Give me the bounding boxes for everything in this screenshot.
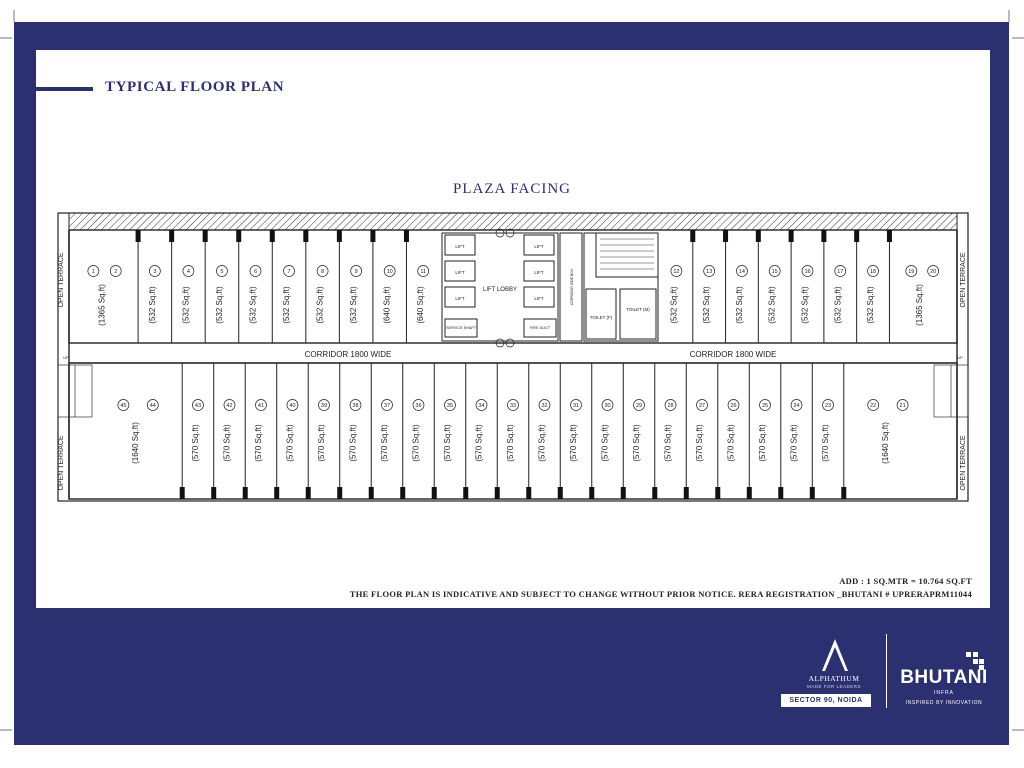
unit-area-label: (570 Sq.ft) <box>569 424 579 462</box>
unit-number: 8 <box>321 269 325 275</box>
column-pillar <box>274 487 279 499</box>
lift-label: LIFT <box>455 244 465 249</box>
title-accent-bar <box>36 87 93 91</box>
column-pillar <box>180 487 185 499</box>
open-terrace-bottom-right: OPEN TERRACE <box>960 435 967 491</box>
service-shaft-label: SERVICE SHAFT <box>445 326 477 330</box>
unit-number: 36 <box>415 403 422 409</box>
plaza-hatch-band <box>69 213 957 230</box>
column-pillar <box>337 230 342 242</box>
unit-number: 31 <box>572 403 580 409</box>
unit-number: 34 <box>478 403 485 409</box>
unit-area-label: (570 Sq.ft) <box>726 424 736 462</box>
column-pillar <box>690 230 695 242</box>
unit-area-label: (532 Sq.ft) <box>248 286 258 324</box>
unit-area-label: (570 Sq.ft) <box>663 424 673 462</box>
unit-area-label: (532 Sq.ft) <box>315 286 325 324</box>
unit-number: 7 <box>287 269 291 275</box>
unit-number: 33 <box>509 403 517 409</box>
unit-area-label: (532 Sq.ft) <box>866 286 876 324</box>
unit-area-label: (1640 Sq.ft) <box>131 422 141 464</box>
unit-number: 24 <box>793 403 800 409</box>
unit-number: 29 <box>635 403 643 409</box>
unit-number: 16 <box>804 269 811 275</box>
plaza-facing-label: PLAZA FACING <box>453 181 571 197</box>
company-tagline: INSPIRED BY INNOVATION <box>905 700 983 706</box>
unit-number: 5 <box>220 269 224 275</box>
unit-number: 38 <box>352 403 359 409</box>
lift-label: LIFT <box>534 296 544 301</box>
unit-area-label: (532 Sq.ft) <box>669 286 679 324</box>
unit-number: 41 <box>257 403 265 409</box>
floor-plan <box>48 205 980 505</box>
open-terrace-bottom-left: OPEN TERRACE <box>58 435 65 491</box>
unit-number: 21 <box>899 403 906 409</box>
unit-number: 27 <box>698 403 706 409</box>
unit-area-label: (570 Sq.ft) <box>379 424 389 462</box>
right-staircase <box>934 365 968 417</box>
unit-number: 10 <box>386 269 393 275</box>
unit-area-label: (532 Sq.ft) <box>147 286 157 324</box>
column-pillar <box>136 230 141 242</box>
column-pillar <box>211 487 216 499</box>
unit-area-label: (570 Sq.ft) <box>411 424 421 462</box>
disclaimer-note: THE FLOOR PLAN IS INDICATIVE AND SUBJECT TO CHANGE WITHOUT PRIOR NOTICE. RERA REGISTRATION _BHUTANI # UPRERAPRM11044 <box>349 589 972 599</box>
column-pillar <box>778 487 783 499</box>
unit-area-label: (640 Sq.ft) <box>382 286 392 324</box>
unit-area-label: (532 Sq.ft) <box>282 286 292 324</box>
unit-number: 25 <box>761 403 769 409</box>
unit-number: 26 <box>730 403 737 409</box>
page-title: TYPICAL FLOOR PLAN <box>105 79 285 95</box>
column-pillar <box>854 230 859 242</box>
unit-area-label: (570 Sq.ft) <box>632 424 642 462</box>
fire-duct-label: FIRE DUCT <box>529 326 551 330</box>
column-pillar <box>203 230 208 242</box>
corridor-label-left: CORRIDOR 1800 WIDE <box>304 350 392 359</box>
unit-area-label: (570 Sq.ft) <box>537 424 547 462</box>
unit-number: 9 <box>354 269 358 275</box>
open-terrace-top-left: OPEN TERRACE <box>58 252 65 308</box>
unit-number: 42 <box>226 403 233 409</box>
stair-up-label: UP <box>957 355 963 360</box>
column-pillar <box>621 487 626 499</box>
project-name: ALPHATHUM <box>808 674 860 683</box>
unit-area-label: (570 Sq.ft) <box>190 424 200 462</box>
unit-number: 19 <box>908 269 915 275</box>
unit-number: 18 <box>869 269 877 275</box>
brand-divider <box>886 634 887 708</box>
unit-area-label: (570 Sq.ft) <box>442 424 452 462</box>
unit-number: 44 <box>149 403 156 409</box>
unit-number: 11 <box>420 269 427 275</box>
toilet-f-label: TOILET (F) <box>589 315 613 320</box>
unit-number: 17 <box>837 269 844 275</box>
unit-conversion-note: ADD : 1 SQ.MTR = 10.764 SQ.FT <box>839 576 972 586</box>
column-pillar <box>558 487 563 499</box>
column-pillar <box>463 487 468 499</box>
column-pillar <box>589 487 594 499</box>
column-pillar <box>432 487 437 499</box>
unit-number: 12 <box>673 269 680 275</box>
column-pillar <box>715 487 720 499</box>
column-pillar <box>337 487 342 499</box>
unit-area-label: (570 Sq.ft) <box>253 424 263 462</box>
open-terrace-top-right: OPEN TERRACE <box>960 252 967 308</box>
unit-area-label: (570 Sq.ft) <box>695 424 705 462</box>
lift-label: LIFT <box>455 296 465 301</box>
column-pillar <box>789 230 794 242</box>
unit-number: 3 <box>153 269 157 275</box>
column-pillar <box>270 230 275 242</box>
corridor-side-label: CORRIDOR SIDE BOX <box>570 268 574 306</box>
unit-number: 39 <box>320 403 328 409</box>
column-pillar <box>243 487 248 499</box>
unit-area-label: (532 Sq.ft) <box>800 286 810 324</box>
unit-area-label: (532 Sq.ft) <box>767 286 777 324</box>
unit-number: 22 <box>870 403 877 409</box>
column-pillar <box>652 487 657 499</box>
unit-area-label: (570 Sq.ft) <box>758 424 768 462</box>
unit-area-label: (532 Sq.ft) <box>734 286 744 324</box>
column-pillar <box>495 487 500 499</box>
lift-label: LIFT <box>534 270 544 275</box>
lift-label: LIFT <box>534 244 544 249</box>
unit-area-label: (532 Sq.ft) <box>214 286 224 324</box>
unit-number: 15 <box>771 269 778 275</box>
project-tagline: MADE FOR LEADERS <box>806 684 861 689</box>
unit-area-label: (570 Sq.ft) <box>789 424 799 462</box>
column-pillar <box>370 230 375 242</box>
unit-area-label: (570 Sq.ft) <box>316 424 326 462</box>
lift-core <box>442 233 658 341</box>
column-pillar <box>747 487 752 499</box>
column-pillar <box>404 230 409 242</box>
unit-number: 4 <box>186 269 190 275</box>
column-pillar <box>303 230 308 242</box>
column-pillar <box>756 230 761 242</box>
unit-number: 30 <box>604 403 611 409</box>
column-pillar <box>723 230 728 242</box>
unit-area-label: (570 Sq.ft) <box>285 424 295 462</box>
unit-area-label: (532 Sq.ft) <box>833 286 843 324</box>
column-pillar <box>306 487 311 499</box>
unit-number: 40 <box>289 403 296 409</box>
unit-area-label: (532 Sq.ft) <box>702 286 712 324</box>
unit-number: 1 <box>91 269 95 275</box>
column-pillar <box>369 487 374 499</box>
unit-number: 35 <box>446 403 454 409</box>
unit-area-label: (640 Sq.ft) <box>416 286 426 324</box>
unit-number: 2 <box>114 269 118 275</box>
unit-number: 45 <box>120 403 127 409</box>
company-name: BHUTANI <box>900 667 988 688</box>
lift-lobby-label: LIFT LOBBY <box>483 287 517 293</box>
unit-number: 13 <box>706 269 713 275</box>
unit-number: 14 <box>738 269 746 275</box>
unit-area-label: (570 Sq.ft) <box>348 424 358 462</box>
column-pillar <box>169 230 174 242</box>
company-sub: INFRA <box>934 690 954 696</box>
column-pillar <box>810 487 815 499</box>
stair-up-label: UP <box>63 355 69 360</box>
unit-number: 28 <box>667 403 674 409</box>
lift-label: LIFT <box>455 270 465 275</box>
unit-area-label: (570 Sq.ft) <box>506 424 515 462</box>
unit-area-label: (570 Sq.ft) <box>474 424 484 462</box>
column-pillar <box>236 230 241 242</box>
unit-number: 20 <box>930 269 937 275</box>
unit-number: 6 <box>253 269 258 275</box>
unit-area-label: (532 Sq.ft) <box>349 286 359 324</box>
unit-number: 32 <box>541 403 548 409</box>
unit-area-label: (532 Sq.ft) <box>181 286 191 324</box>
toilet-m-label: TOILET (M) <box>626 307 650 312</box>
unit-number: 43 <box>194 403 202 409</box>
column-pillar <box>400 487 405 499</box>
unit-number: 37 <box>383 403 391 409</box>
unit-area-label: (570 Sq.ft) <box>821 424 831 462</box>
unit-area-label: (1365 Sq.ft) <box>915 284 925 326</box>
unit-number: 23 <box>824 403 832 409</box>
column-pillar <box>887 230 892 242</box>
corridor-label-right: CORRIDOR 1800 WIDE <box>689 350 777 359</box>
unit-area-label: (1640 Sq.ft) <box>880 422 890 464</box>
column-pillar <box>684 487 689 499</box>
column-pillar <box>821 230 826 242</box>
location-badge: SECTOR 90, NOIDA <box>781 694 871 707</box>
column-pillar <box>526 487 531 499</box>
left-staircase <box>58 365 92 417</box>
column-pillar <box>841 487 846 499</box>
unit-area-label: (570 Sq.ft) <box>600 424 610 462</box>
unit-area-label: (1365 Sq.ft) <box>97 284 107 326</box>
unit-area-label: (570 Sq.ft) <box>222 424 232 462</box>
